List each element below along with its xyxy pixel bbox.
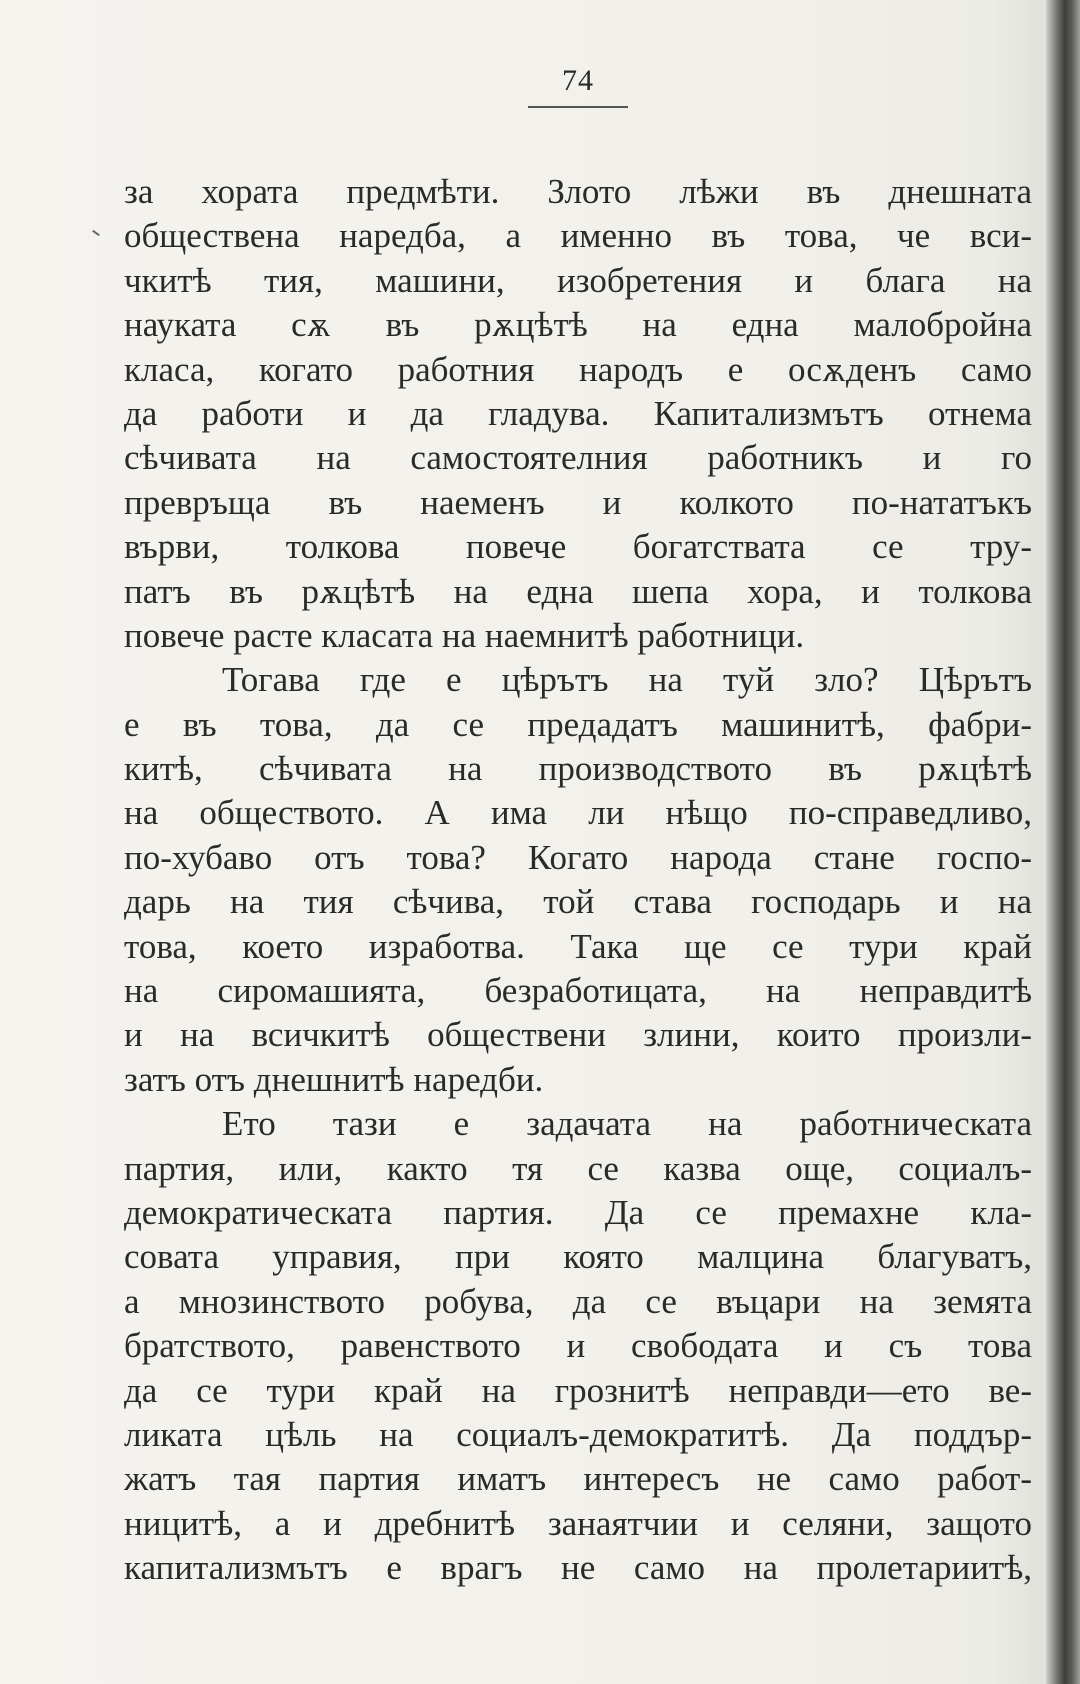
text-line: братството, равенството и свободата и съ това — [124, 1326, 1032, 1366]
stray-print-mark — [92, 230, 100, 236]
text-line: китѣ, сѣчивата на производството въ рѫцѣтѣ — [124, 749, 1032, 789]
page-number-underline — [528, 106, 628, 108]
text-line: чкитѣ тия, машини, изобретения и блага на — [124, 260, 1032, 300]
text-line: класа, когато работния народъ е осѫденъ само — [124, 349, 1032, 389]
text-line: да се тури край на грознитѣ неправди—ето ве- — [124, 1370, 1032, 1410]
text-line: за хората предмѣти. Злото лѣжи въ днешната — [124, 172, 1032, 211]
text-line: това, което изработва. Така ще се тури край — [124, 926, 1032, 966]
body-text — [124, 170, 1032, 1591]
text-line: на сиромашията, безработицата, на неправдитѣ — [124, 971, 1032, 1011]
text-line: да работи и да гладува. Капитализмътъ отнема — [124, 393, 1032, 433]
page-number: 74 — [562, 64, 594, 97]
text-line: совата управия, при която малцина благуватъ, — [124, 1237, 1032, 1277]
text-line: ликата цѣль на социалъ-демократитѣ. Да поддър- — [124, 1414, 1032, 1454]
paragraph-start-line: Ето тази е задачата на работническата — [222, 1104, 1032, 1144]
paragraph-end-line: затъ отъ днешнитѣ наредби. — [124, 1059, 544, 1099]
text-line: обществена наредба, а именно въ това, че вси- — [124, 216, 1032, 256]
book-binding-shadow — [1046, 0, 1080, 1684]
text-line: демократическата партия. Да се премахне кла- — [124, 1192, 1032, 1232]
text-line: жатъ тая партия иматъ интересъ не само работ- — [124, 1459, 1032, 1499]
text-line: и на всичкитѣ обществени злини, които произли- — [124, 1015, 1032, 1055]
paragraph-end-line: повече расте класата на наемнитѣ работници. — [124, 615, 805, 655]
text-line: превръща въ наеменъ и колкото по-нататъкъ — [124, 482, 1032, 522]
text-line: партия, или, както тя се казва още, социалъ- — [124, 1148, 1032, 1188]
text-line: ницитѣ, а и дребнитѣ занаятчии и селяни, защото — [124, 1503, 1032, 1543]
text-line: дарь на тия сѣчива, той става господарь и на — [124, 882, 1032, 922]
paragraph-start-line: Тогава где е цѣрътъ на туй зло? Цѣрътъ — [222, 660, 1032, 700]
text-line: по-хубаво отъ това? Когато народа стане госпо- — [124, 837, 1032, 877]
text-line: върви, толкова повече богатствата се тру- — [124, 527, 1032, 567]
text-line: патъ въ рѫцѣтѣ на една шепа хора, и толкова — [124, 571, 1032, 611]
text-line: науката сѫ въ рѫцѣтѣ на една малобройна — [124, 305, 1032, 345]
text-line: на обществото. А има ли нѣщо по-справедливо, — [124, 793, 1032, 833]
text-line: а мнозинството робува, да се въцари на земята — [124, 1281, 1032, 1321]
text-line: капитализмътъ е врагъ не само на пролетариитѣ, — [124, 1548, 1032, 1588]
text-line: сѣчивата на самостоятелния работникъ и го — [124, 438, 1032, 478]
text-line: е въ това, да се предадатъ машинитѣ, фабри- — [124, 704, 1032, 744]
